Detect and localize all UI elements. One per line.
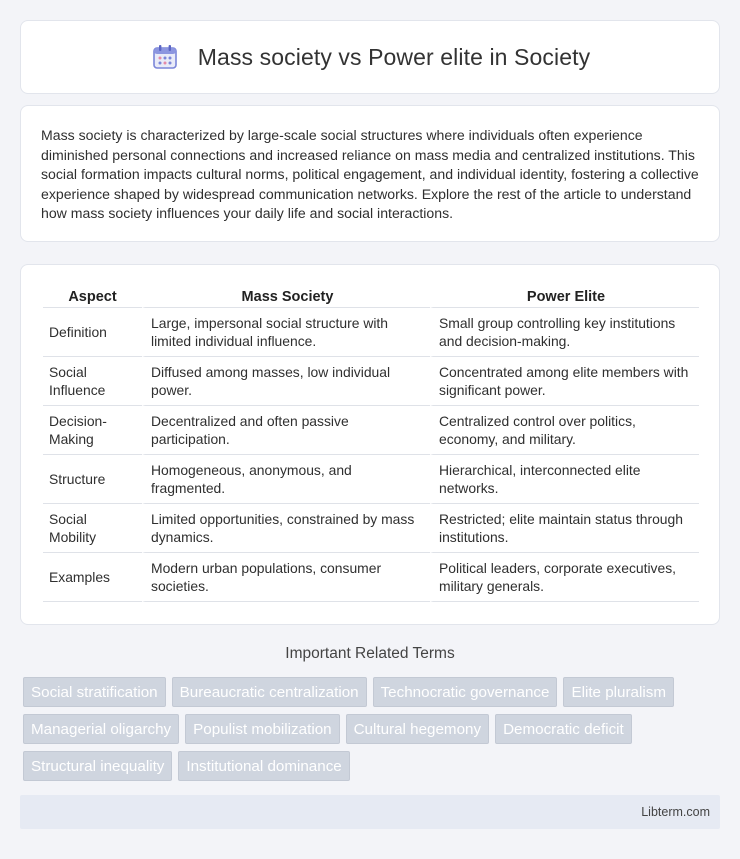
table-row (43, 357, 699, 406)
row-mass-society: Homogeneous, anonymous, and fragmented. (142, 455, 430, 504)
comparison-table (43, 285, 699, 602)
row-power-elite: Political leaders, corporate executives, military generals. (430, 553, 699, 602)
related-term-tag[interactable]: Technocratic governance (373, 677, 558, 707)
related-term-tag[interactable]: Bureaucratic centralization (172, 677, 367, 707)
header-mass-society: Mass Society (142, 285, 430, 308)
table-row (43, 308, 699, 357)
row-aspect: Definition (43, 308, 142, 357)
related-term-tag[interactable]: Social stratification (23, 677, 166, 707)
row-mass-society: Limited opportunities, constrained by mass dynamics. (142, 504, 430, 553)
row-mass-society: Decentralized and often passive participation. (142, 406, 430, 455)
row-mass-society: Large, impersonal social structure with limited individual influence. (142, 308, 430, 357)
related-term-tag[interactable]: Cultural hegemony (346, 714, 489, 744)
table-row (43, 504, 699, 553)
related-term-tag[interactable]: Structural inequality (23, 751, 172, 781)
intro-card (20, 105, 720, 242)
header-aspect: Aspect (43, 285, 142, 308)
comparison-table-card (20, 264, 720, 625)
related-term-tag[interactable]: Democratic deficit (495, 714, 632, 744)
table-row (43, 553, 699, 602)
related-terms-title: Important Related Terms (285, 645, 455, 662)
related-term-tag[interactable]: Institutional dominance (178, 751, 349, 781)
related-term-tag[interactable]: Managerial oligarchy (23, 714, 179, 744)
header-power-elite: Power Elite (430, 285, 699, 308)
row-mass-society: Diffused among masses, low individual power. (142, 357, 430, 406)
calendar-icon (150, 42, 180, 72)
page-title: Mass society vs Power elite in Society (197, 43, 591, 70)
title-wrap (150, 42, 590, 72)
row-aspect: Structure (43, 455, 142, 504)
row-power-elite: Concentrated among elite members with significant power. (430, 357, 699, 406)
intro-paragraph: Mass society is characterized by large-scale social structures where individuals often experience diminished personal connections and increased reliance on mass media and centralized institutions. This social formation impacts cultural norms, political engagement, and individual identity, fostering a collective experience shaped by widespread communication networks. Explore the rest of the article to understand how mass society influences your daily life and social interactions. (41, 127, 699, 221)
footer (20, 795, 720, 829)
related-term-tag[interactable]: Elite pluralism (563, 677, 674, 707)
row-aspect: Social Influence (43, 357, 142, 406)
table-header-row (43, 285, 699, 308)
row-aspect: Social Mobility (43, 504, 142, 553)
row-aspect: Decision-Making (43, 406, 142, 455)
related-terms-list (23, 677, 723, 781)
row-aspect: Examples (43, 553, 142, 602)
row-power-elite: Small group controlling key institutions and decision-making. (430, 308, 699, 357)
table-row (43, 455, 699, 504)
header-card (20, 20, 720, 94)
row-power-elite: Restricted; elite maintain status through institutions. (430, 504, 699, 553)
row-power-elite: Hierarchical, interconnected elite networks. (430, 455, 699, 504)
related-term-tag[interactable]: Populist mobilization (185, 714, 339, 744)
table-row (43, 406, 699, 455)
footer-site-link[interactable]: Libterm.com (641, 805, 710, 819)
row-power-elite: Centralized control over politics, economy, and military. (430, 406, 699, 455)
row-mass-society: Modern urban populations, consumer societies. (142, 553, 430, 602)
